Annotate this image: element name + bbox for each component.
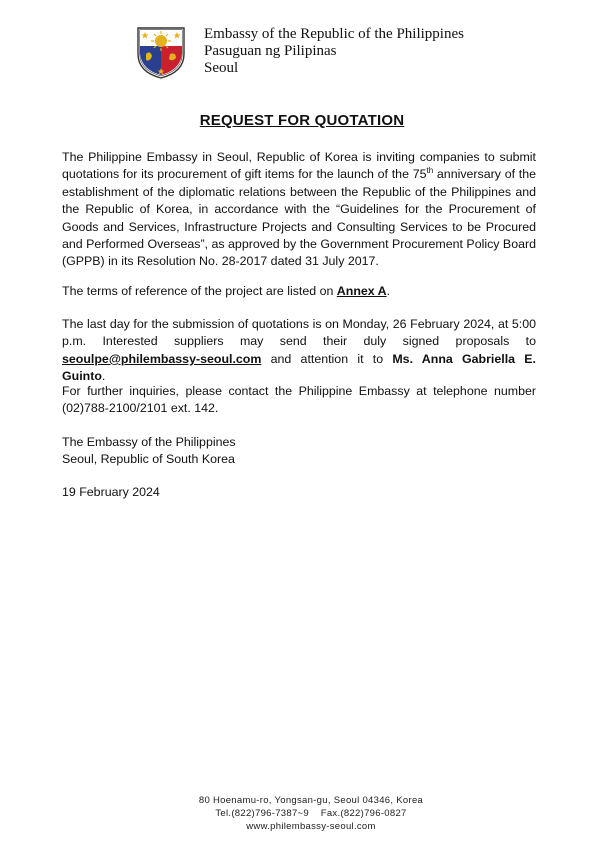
paragraph-deadline-end: . [101, 369, 106, 384]
embassy-name-filipino: Pasuguan ng Pilipinas [204, 43, 337, 59]
email-link[interactable]: seoulpe@philembassy-seoul.com [62, 351, 262, 366]
document-date: 19 February 2024 [62, 485, 160, 499]
closing-line-1: The Embassy of the Philippines [62, 435, 236, 449]
footer-website: www.philembassy-seoul.com [246, 821, 376, 832]
paragraph-terms [62, 283, 536, 300]
paragraph-inquiries: For further inquiries, please contact the Philippine Embassy at telephone number (02)788-2100/2101 ext. 142. [62, 384, 536, 416]
philippine-coat-of-arms-icon [134, 24, 188, 80]
paragraph-terms-text: The terms of reference of the project are listed on [62, 284, 337, 298]
paragraph-deadline [62, 316, 536, 386]
paragraph-invitation-text-b: anniversary of the establishment of the diplomatic relations between the Republic of the Philippines and the Republic of Korea, in accordance with the “Guidelines for the Procurement of Goods and Services, Infrastructure Projects and Consulting Services to be Procured and Performed Overseas”, as approved by the Government Procurement Policy Board (GPPB) in its Resolution No. 28-2017 dated 31 July 2017. [62, 167, 537, 269]
paragraph-invitation-text-a: The Philippine Embassy in Seoul, Republic of Korea is inviting companies to submit quotations for its procurement of gift items for the launch of the 75 [62, 150, 536, 182]
footer-phone-fax: Tel.(822)796-7387~9 Fax.(822)796-0827 [215, 808, 407, 819]
ordinal-superscript: th [426, 166, 434, 176]
paragraph-invitation [62, 149, 536, 271]
letterhead [204, 26, 464, 77]
paragraph-terms-end: . [386, 284, 391, 298]
closing-signature [62, 434, 536, 469]
paragraph-deadline-text-b: and attention it to [261, 351, 393, 366]
footer-address: 80 Hoenamu-ro, Yongsan-gu, Seoul 04346, Korea [198, 795, 424, 806]
footer [0, 794, 604, 833]
contact-person-name: Ms. Anna Gabriella E. Guinto [62, 351, 536, 384]
document-title: REQUEST FOR QUOTATION [199, 112, 405, 129]
closing-line-2: Seoul, Republic of South Korea [62, 452, 235, 467]
embassy-name-english: Embassy of the Republic of the Philippines [204, 26, 464, 42]
annex-reference: Annex A [336, 284, 387, 298]
paragraph-deadline-text-a: The last day for the submission of quotations is on Monday, 26 February 2024, at 5:00 p.m. Interested suppliers may send their duly signed proposals to [62, 317, 536, 349]
embassy-city: Seoul [204, 60, 239, 76]
